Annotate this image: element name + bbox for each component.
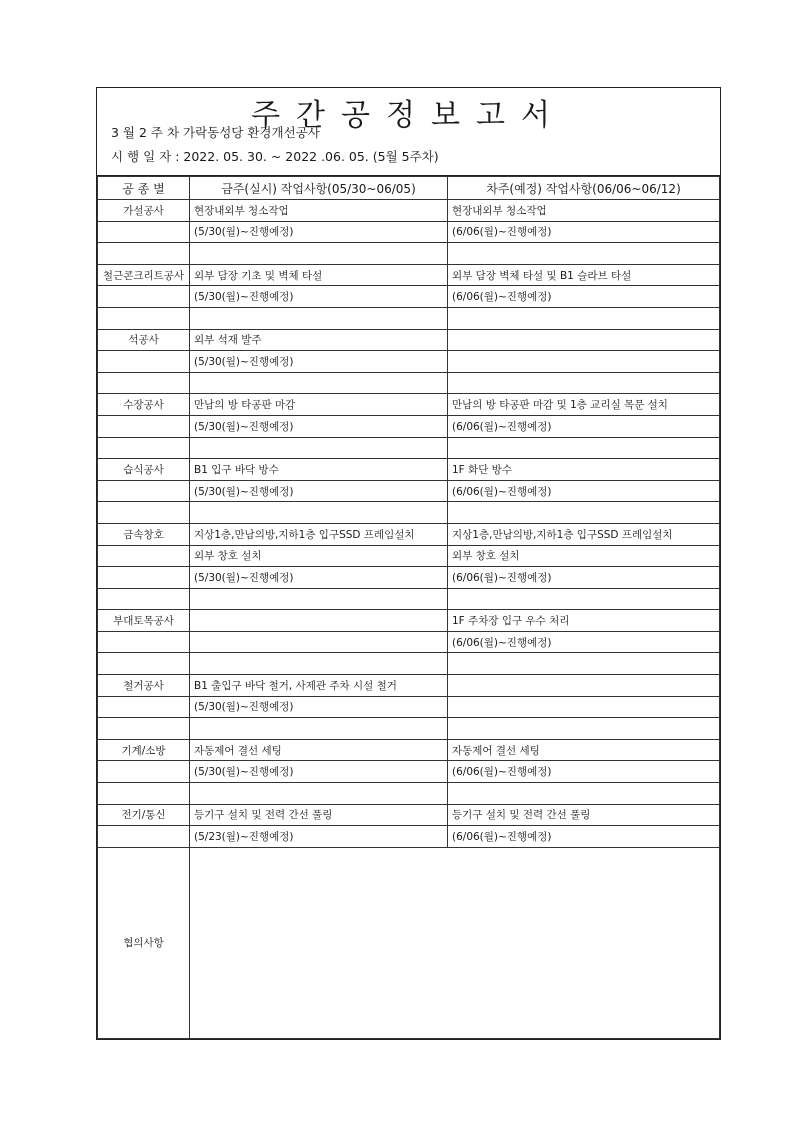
next-week-cell (448, 588, 720, 610)
category-cell-empty (98, 783, 190, 805)
next-week-cell: (6/06(월)~진행예정) (448, 761, 720, 783)
category-label: 금속창호 (98, 523, 190, 545)
table-row (98, 200, 720, 222)
next-week-cell: 1F 화단 방수 (448, 459, 720, 481)
header-category: 공 종 별 (98, 177, 190, 200)
this-week-cell: (5/30(월)~진행예정) (190, 567, 448, 589)
this-week-cell: (5/30(월)~진행예정) (190, 480, 448, 502)
next-week-cell (448, 783, 720, 805)
table-row (98, 221, 720, 243)
table-row (98, 675, 720, 697)
next-week-cell: (6/06(월)~진행예정) (448, 631, 720, 653)
next-week-cell: (6/06(월)~진행예정) (448, 480, 720, 502)
category-cell-empty (98, 502, 190, 524)
category-cell-empty (98, 653, 190, 675)
category-cell-empty (98, 588, 190, 610)
category-label: 전기/통신 (98, 804, 190, 826)
category-label: 석공사 (98, 329, 190, 351)
this-week-cell: (5/30(월)~진행예정) (190, 286, 448, 308)
report-document (96, 87, 721, 1040)
next-week-cell: (6/06(월)~진행예정) (448, 286, 720, 308)
this-week-cell (190, 502, 448, 524)
next-week-cell (448, 696, 720, 718)
table-row (98, 502, 720, 524)
next-week-cell: (6/06(월)~진행예정) (448, 221, 720, 243)
this-week-cell: 만남의 방 타공판 마감 (190, 394, 448, 416)
next-week-cell: (6/06(월)~진행예정) (448, 567, 720, 589)
table-row (98, 459, 720, 481)
category-cell-empty (98, 351, 190, 373)
category-label: 수장공사 (98, 394, 190, 416)
this-week-cell (190, 631, 448, 653)
period-line: 시 행 일 자 : 2022. 05. 30. ~ 2022 .06. 05. (5월 5주차) (111, 149, 439, 164)
category-cell-empty (98, 415, 190, 437)
this-week-cell: 외부 석재 발주 (190, 329, 448, 351)
table-row (98, 264, 720, 286)
category-label: 가설공사 (98, 200, 190, 222)
category-cell-empty (98, 631, 190, 653)
next-week-cell (448, 307, 720, 329)
this-week-cell (190, 243, 448, 265)
next-week-cell (448, 329, 720, 351)
this-week-cell: (5/30(월)~진행예정) (190, 351, 448, 373)
this-week-cell: (5/30(월)~진행예정) (190, 221, 448, 243)
category-cell-empty (98, 307, 190, 329)
table-row (98, 545, 720, 567)
this-week-cell: (5/30(월)~진행예정) (190, 415, 448, 437)
category-cell-empty (98, 221, 190, 243)
category-cell-empty (98, 480, 190, 502)
table-row (98, 286, 720, 308)
this-week-cell (190, 372, 448, 394)
table-row (98, 394, 720, 416)
next-week-cell: 만남의 방 타공판 마감 및 1층 교리실 목문 설치 (448, 394, 720, 416)
category-cell-empty (98, 567, 190, 589)
this-week-cell: 외부 창호 설치 (190, 545, 448, 567)
this-week-cell: (5/23(월)~진행예정) (190, 826, 448, 848)
table-row (98, 415, 720, 437)
consult-label: 협의사항 (98, 847, 190, 1038)
table-row (98, 826, 720, 848)
table-row (98, 243, 720, 265)
this-week-cell: 자동제어 결선 세팅 (190, 739, 448, 761)
this-week-cell: B1 입구 바닥 방수 (190, 459, 448, 481)
next-week-cell (448, 243, 720, 265)
next-week-cell: (6/06(월)~진행예정) (448, 826, 720, 848)
table-row (98, 437, 720, 459)
category-cell-empty (98, 761, 190, 783)
this-week-cell (190, 610, 448, 632)
header-next-week: 차주(예정) 작업사항(06/06~06/12) (448, 177, 720, 200)
table-row (98, 739, 720, 761)
this-week-cell: 현장내외부 청소작업 (190, 200, 448, 222)
table-body (98, 200, 720, 1039)
category-cell-empty (98, 243, 190, 265)
week-line: 3 월 2 주 차 가락동성당 환경개선공사 (111, 125, 320, 140)
this-week-cell: B1 출입구 바닥 철거, 사제관 주차 시설 철거 (190, 675, 448, 697)
table-row (98, 523, 720, 545)
this-week-cell (190, 307, 448, 329)
category-label: 습식공사 (98, 459, 190, 481)
report-title: 주간공정보고서 (251, 98, 566, 133)
next-week-cell (448, 502, 720, 524)
next-week-cell: 현장내외부 청소작업 (448, 200, 720, 222)
category-label: 철근콘크리트공사 (98, 264, 190, 286)
this-week-cell (190, 783, 448, 805)
this-week-cell (190, 718, 448, 740)
next-week-cell: 외부 창호 설치 (448, 545, 720, 567)
table-row (98, 307, 720, 329)
table-row (98, 718, 720, 740)
category-cell-empty (98, 372, 190, 394)
next-week-cell (448, 653, 720, 675)
next-week-cell: 외부 담장 벽체 타설 및 B1 슬라브 타설 (448, 264, 720, 286)
table-header-row (98, 177, 720, 200)
table-row (98, 480, 720, 502)
category-cell-empty (98, 826, 190, 848)
table-row (98, 783, 720, 805)
next-week-cell: 1F 주차장 입구 우수 처리 (448, 610, 720, 632)
category-cell-empty (98, 437, 190, 459)
table-row (98, 610, 720, 632)
next-week-cell: 등기구 설치 및 전력 간선 풀링 (448, 804, 720, 826)
next-week-cell (448, 351, 720, 373)
next-week-cell: 자동제어 결선 세팅 (448, 739, 720, 761)
table-row (98, 351, 720, 373)
header-this-week: 금주(실시) 작업사항(05/30~06/05) (190, 177, 448, 200)
category-label: 철거공사 (98, 675, 190, 697)
table-row (98, 329, 720, 351)
table-row (98, 372, 720, 394)
this-week-cell (190, 437, 448, 459)
category-cell-empty (98, 286, 190, 308)
this-week-cell: 지상1층,만남의방,지하1층 입구SSD 프레임설치 (190, 523, 448, 545)
next-week-cell (448, 372, 720, 394)
this-week-cell (190, 588, 448, 610)
work-table (97, 176, 720, 1039)
table-row (98, 588, 720, 610)
table-row (98, 761, 720, 783)
table-row (98, 567, 720, 589)
category-cell-empty (98, 718, 190, 740)
table-row (98, 696, 720, 718)
next-week-cell (448, 437, 720, 459)
table-row (98, 804, 720, 826)
consult-content (190, 847, 720, 1038)
next-week-cell (448, 718, 720, 740)
this-week-cell (190, 653, 448, 675)
consult-row (98, 847, 720, 1038)
category-label: 부대토목공사 (98, 610, 190, 632)
this-week-cell: (5/30(월)~진행예정) (190, 761, 448, 783)
this-week-cell: (5/30(월)~진행예정) (190, 696, 448, 718)
table-row (98, 631, 720, 653)
category-label: 기계/소방 (98, 739, 190, 761)
category-cell-empty (98, 545, 190, 567)
next-week-cell (448, 675, 720, 697)
table-row (98, 653, 720, 675)
this-week-cell: 등기구 설치 및 전력 간선 풀링 (190, 804, 448, 826)
next-week-cell: (6/06(월)~진행예정) (448, 415, 720, 437)
next-week-cell: 지상1층,만남의방,지하1층 입구SSD 프레임설치 (448, 523, 720, 545)
category-cell-empty (98, 696, 190, 718)
this-week-cell: 외부 담장 기초 및 벽체 타설 (190, 264, 448, 286)
